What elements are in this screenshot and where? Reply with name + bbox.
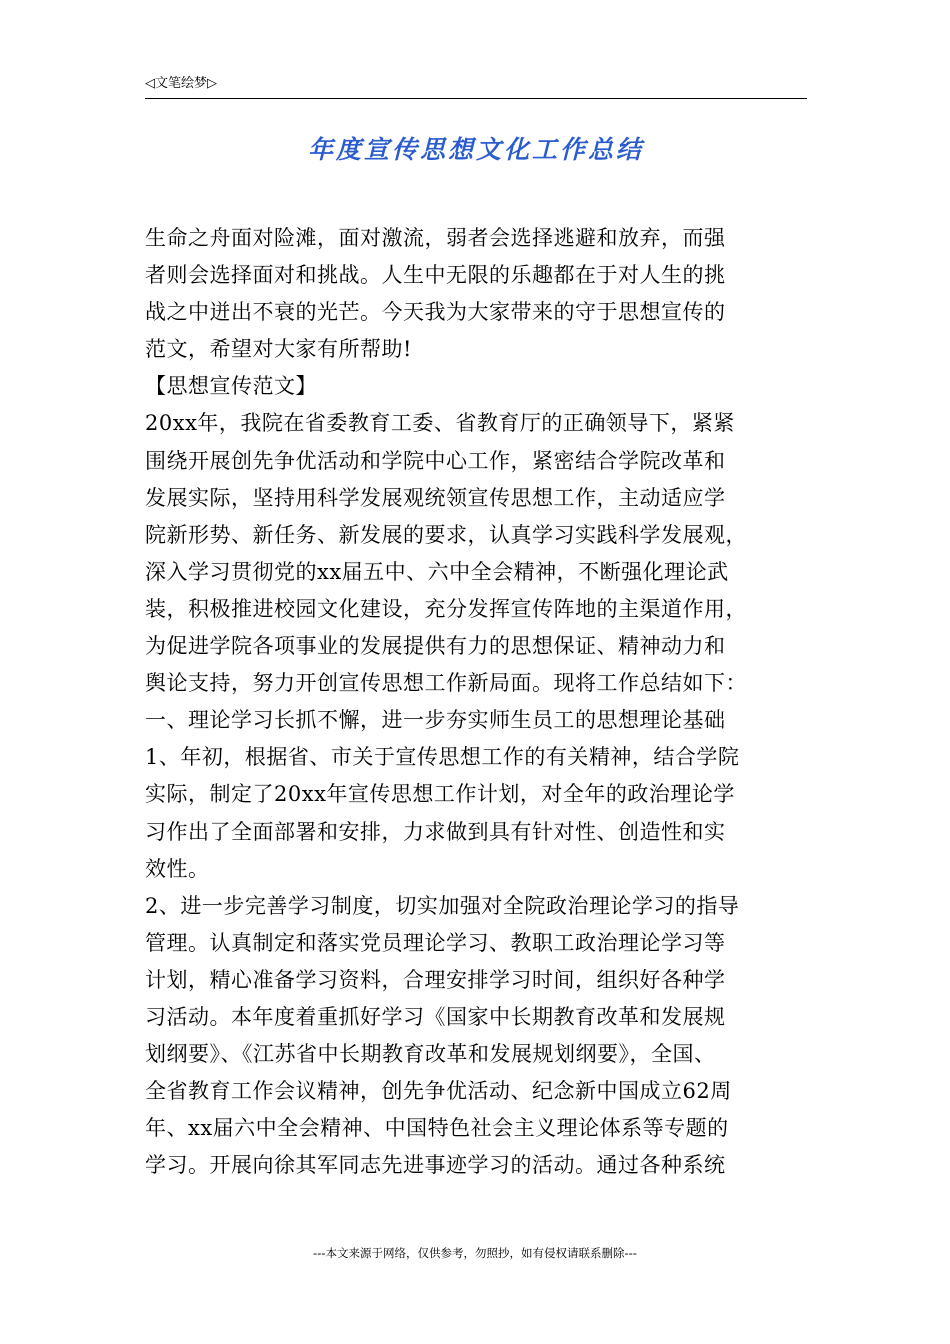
body-line: 生命之舟面对险滩，面对激流，弱者会选择逃避和放弃，而强 bbox=[145, 226, 726, 250]
left-triangle-icon: ◁ bbox=[145, 76, 155, 91]
page-header bbox=[145, 74, 807, 99]
body-line: 装，积极推进校园文化建设，充分发挥宣传阵地的主渠道作用， bbox=[145, 596, 747, 621]
body-line: 习作出了全面部署和安排，力求做到具有针对性、创造性和实 bbox=[145, 819, 726, 844]
body-line: 学习。开展向徐其军同志先进事迹学习的活动。通过各种系统 bbox=[145, 1153, 726, 1178]
body-line: 舆论支持，努力开创宣传思想工作新局面。现将工作总结如下： bbox=[145, 671, 747, 696]
body-line: 发展实际，坚持用科学发展观统领宣传思想工作，主动适应学 bbox=[145, 485, 726, 510]
body-line: 20xx年，我院在省委教育工委、省教育厅的正确领导下，紧紧 bbox=[145, 411, 735, 436]
document-body bbox=[145, 220, 807, 1184]
body-line: 1、年初，根据省、市关于宣传思想工作的有关精神，结合学院 bbox=[145, 745, 740, 770]
body-line: 者则会选择面对和挑战。人生中无限的乐趣都在于对人生的挑 bbox=[145, 263, 726, 288]
body-line: 围绕开展创先争优活动和学院中心工作，紧密结合学院改革和 bbox=[145, 448, 726, 473]
body-line: 习活动。本年度着重抓好学习《国家中长期教育改革和发展规 bbox=[145, 1004, 726, 1029]
body-line: 一、理论学习长抓不懈，进一步夯实师生员工的思想理论基础 bbox=[145, 708, 726, 733]
body-line: 院新形势、新任务、新发展的要求，认真学习实践科学发展观， bbox=[145, 522, 747, 547]
header-brand-text: 文笔绘梦 bbox=[155, 76, 208, 91]
body-line: 为促进学院各项事业的发展提供有力的思想保证、精神动力和 bbox=[145, 634, 726, 659]
body-line: 【思想宣传范文】 bbox=[145, 374, 317, 399]
body-line: 2、进一步完善学习制度，切实加强对全院政治理论学习的指导 bbox=[145, 893, 740, 918]
body-line: 战之中迸出不衰的光芒。今天我为大家带来的守于思想宣传的 bbox=[145, 300, 726, 325]
body-line: 计划，精心准备学习资料，合理安排学习时间，组织好各种学 bbox=[145, 967, 726, 992]
body-line: 划纲要》、《江苏省中长期教育改革和发展规划纲要》，全国、 bbox=[145, 1042, 716, 1067]
body-line: 全省教育工作会议精神，创先争优活动、纪念新中国成立62周 bbox=[145, 1079, 732, 1104]
body-line: 实际，制定了20xx年宣传思想工作计划，对全年的政治理论学 bbox=[145, 782, 735, 807]
document-title: 年度宣传思想文化工作总结 bbox=[307, 135, 644, 164]
body-line: 管理。认真制定和落实党员理论学习、教职工政治理论学习等 bbox=[145, 930, 726, 955]
header-brand bbox=[145, 76, 217, 92]
body-line: 深入学习贯彻党的xx届五中、六中全会精神，不断强化理论武 bbox=[145, 559, 729, 584]
body-line: 年、xx届六中全会精神、中国特色社会主义理论体系等专题的 bbox=[145, 1116, 729, 1141]
page-footer: ---本文来源于网络，仅供参考，勿照抄，如有侵权请联系删除--- bbox=[313, 1246, 637, 1260]
body-line: 效性。 bbox=[145, 856, 210, 881]
body-line: 范文，希望对大家有所帮助! bbox=[145, 337, 412, 362]
right-triangle-icon: ▷ bbox=[207, 76, 218, 91]
